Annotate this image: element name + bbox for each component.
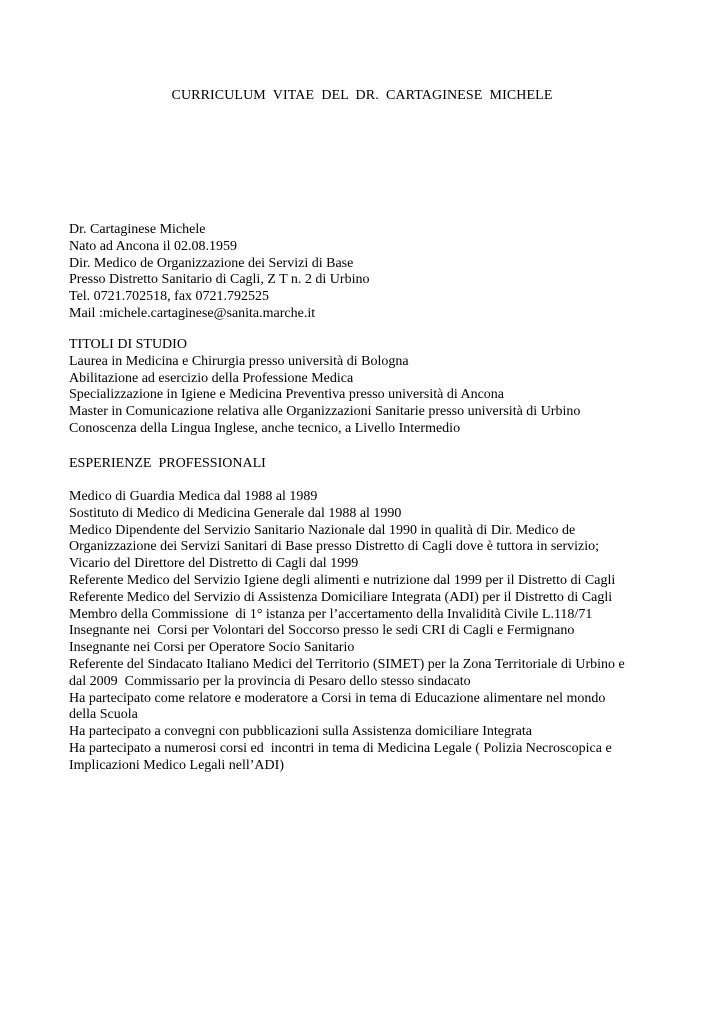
studi-section bbox=[69, 337, 669, 438]
esperienze-heading-text: ESPERIENZE PROFESSIONALI bbox=[69, 456, 266, 471]
esperienze-line: Referente Medico del Servizio di Assistenza Domiciliare Integrata (ADI) per il Distretto di Cagli bbox=[69, 589, 613, 605]
esperienze-line: Referente Medico del Servizio Igiene degli alimenti e nutrizione dal 1999 per il Distretto di Cagli bbox=[69, 572, 616, 588]
esperienze-line: Insegnante nei Corsi per Volontari del Soccorso presso le sedi CRI di Cagli e Fermignano bbox=[69, 623, 575, 639]
esperienze-line: Vicario del Direttore del Distretto di Cagli dal 1999 bbox=[69, 556, 359, 572]
studi-item: Conoscenza della Lingua Inglese, anche tecnico, a Livello Intermedio bbox=[69, 420, 461, 436]
esperienze-line: della Scuola bbox=[69, 707, 138, 723]
contact-email: Mail :michele.cartaginese@sanita.marche.it bbox=[69, 305, 316, 321]
contact-workplace: Presso Distretto Sanitario di Cagli, Z T n. 2 di Urbino bbox=[69, 272, 370, 288]
esperienze-line: Insegnante nei Corsi per Operatore Socio Sanitario bbox=[69, 640, 355, 656]
esperienze-line: Organizzazione dei Servizi Sanitari di Base presso Distretto di Cagli dove è tuttora in servizio; bbox=[69, 539, 600, 555]
esperienze-line: Membro della Commissione di 1° istanza per l’accertamento della Invalidità Civile L.118/71 bbox=[69, 606, 593, 622]
studi-item: Abilitazione ad esercizio della Professione Medica bbox=[69, 370, 354, 386]
contact-birth: Nato ad Ancona il 02.08.1959 bbox=[69, 238, 237, 254]
esperienze-line: Ha partecipato a convegni con pubblicazioni sulla Assistenza domiciliare Integrata bbox=[69, 724, 532, 740]
contact-block bbox=[69, 222, 669, 323]
studi-heading: TITOLI DI STUDIO bbox=[69, 337, 187, 352]
document-title: CURRICULUM VITAE DEL DR. CARTAGINESE MICHELE bbox=[171, 88, 553, 103]
esperienze-line: Referente del Sindacato Italiano Medici del Territorio (SIMET) per la Zona Territoriale di Urbino e bbox=[69, 656, 625, 672]
esperienze-line: dal 2009 Commissario per la provincia di Pesaro dello stesso sindacato bbox=[69, 673, 471, 689]
studi-item: Laurea in Medicina e Chirurgia presso università di Bologna bbox=[69, 353, 409, 369]
contact-name: Dr. Cartaginese Michele bbox=[69, 222, 206, 237]
esperienze-line: Implicazioni Medico Legali nell’ADI) bbox=[69, 757, 284, 773]
contact-role: Dir. Medico de Organizzazione dei Servizi di Base bbox=[69, 255, 354, 271]
esperienze-line: Ha partecipato come relatore e moderatore a Corsi in tema di Educazione alimentare nel mondo bbox=[69, 690, 606, 706]
esperienze-section bbox=[69, 489, 669, 775]
contact-phone: Tel. 0721.702518, fax 0721.792525 bbox=[69, 289, 270, 305]
esperienze-line: Ha partecipato a numerosi corsi ed incontri in tema di Medicina Legale ( Polizia Necroscopica e bbox=[69, 740, 612, 756]
studi-item: Specializzazione in Igiene e Medicina Preventiva presso università di Ancona bbox=[69, 387, 505, 403]
esperienze-line: Sostituto di Medico di Medicina Generale dal 1988 al 1990 bbox=[69, 505, 402, 521]
esperienze-line: Medico Dipendente del Servizio Sanitario Nazionale dal 1990 in qualità di Dir. Medico de bbox=[69, 522, 576, 538]
esperienze-line: Medico di Guardia Medica dal 1988 al 1989 bbox=[69, 489, 318, 504]
esperienze-heading bbox=[69, 456, 669, 473]
studi-item: Master in Comunicazione relativa alle Organizzazioni Sanitarie presso università di Urbino bbox=[69, 404, 581, 420]
